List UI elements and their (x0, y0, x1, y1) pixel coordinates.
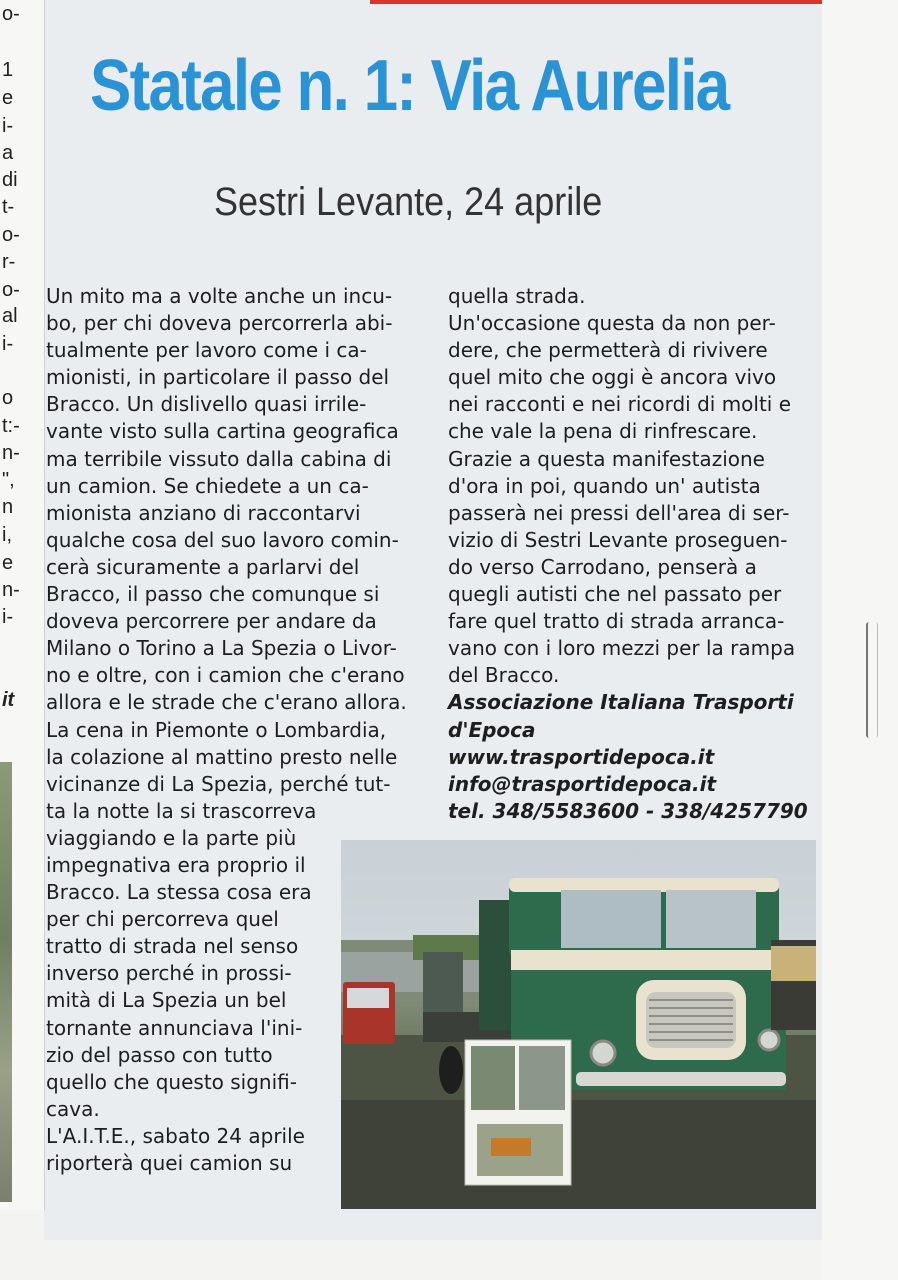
article-line: no e oltre, con i camion che c'erano (46, 663, 405, 688)
article-line: doveva percorrere per andare da (46, 609, 377, 634)
article-line: per chi percorreva quel (46, 907, 279, 932)
margin-text-fragment: it (2, 689, 15, 711)
article-line: quel mito che oggi è ancora vivo (448, 365, 777, 390)
accent-bar (370, 0, 822, 4)
article-line: Bracco. La stessa cosa era (46, 880, 312, 905)
article-line: un camion. Se chiedete a un ca- (46, 473, 369, 498)
article-line: tornante annunciava l'ini- (46, 1015, 303, 1040)
article-line: impegnativa era proprio il (46, 852, 306, 877)
margin-text-fragment: i, (2, 524, 12, 546)
signature-phone: tel. 348/5583600 - 338/4257790 (448, 798, 808, 823)
article-line: mionista anziano di raccontarvi (46, 500, 361, 525)
article-line: cava. (46, 1096, 100, 1121)
article-line: Bracco, il passo che comunque si (46, 582, 380, 607)
article-line: passerà nei pressi dell'area di ser- (448, 500, 790, 525)
right-margin (822, 0, 898, 1280)
article-line: inverso perché in prossi- (46, 961, 292, 986)
article-line: zio del passo con tutto (46, 1042, 273, 1067)
article-column-left (46, 283, 407, 1177)
article-line: L'A.I.T.E., sabato 24 aprile (46, 1123, 305, 1148)
article-subtitle: Sestri Levante, 24 aprile (214, 180, 603, 224)
article-line: vicinanze di La Spezia, perché tut- (46, 771, 391, 796)
article-line: d'ora in poi, quando un' autista (448, 473, 761, 498)
signature-org-line1: Associazione Italiana Trasporti (448, 690, 794, 715)
margin-text-fragment: o (2, 387, 14, 409)
article-line: vano con i loro mezzi per la rampa (448, 636, 796, 661)
article-line: quella strada. (448, 284, 586, 308)
margin-text-fragment: r- (2, 251, 16, 273)
margin-text-fragment: n- (2, 442, 20, 464)
margin-text-fragment: i- (2, 606, 14, 628)
margin-text-fragment: i- (2, 333, 14, 355)
article-line: Bracco. Un dislivello quasi irrile- (46, 392, 367, 417)
margin-text-fragment: t:- (2, 415, 20, 437)
margin-text-fragment: a (2, 142, 14, 164)
article-line: vizio di Sestri Levante proseguen- (448, 527, 788, 552)
article-line: tualmente per lavoro come i ca- (46, 338, 367, 363)
article-line: fare quel tratto di strada arranca- (448, 609, 785, 634)
article-line: la colazione al mattino presto nelle (46, 744, 398, 769)
article-line: cerà sicuramente a parlarvi del (46, 554, 360, 579)
margin-text-fragment: t- (2, 196, 15, 218)
article-line: tratto di strada nel senso (46, 934, 299, 959)
article-line: Grazie a questa manifestazione (448, 446, 765, 471)
article-line: mionisti, in particolare il passo del (46, 365, 390, 390)
margin-text-fragment: i- (2, 115, 14, 137)
article-line: ma terribile vissuto dalla cabina di (46, 446, 392, 471)
signature-website: www.trasportidepoca.it (448, 744, 715, 769)
article-line: riporterà quei camion su (46, 1151, 293, 1175)
article-column-right (448, 283, 820, 825)
article-line: mità di La Spezia un bel (46, 988, 287, 1013)
article-line: qualche cosa del suo lavoro comin- (46, 527, 399, 552)
margin-text-fragment: al (2, 305, 18, 327)
article-line: nei racconti e nei ricordi di molti e (448, 392, 792, 417)
margin-text-fragment: di (2, 169, 18, 191)
article-title: Statale n. 1: Via Aurelia (90, 46, 729, 126)
margin-text-fragment: n (2, 496, 14, 518)
margin-text-fragment: o- (2, 279, 20, 301)
article-line: ta la notte la si trascorreva (46, 798, 317, 823)
margin-text-fragment: ", (2, 469, 15, 491)
article-line: del Bracco. (448, 663, 560, 688)
article-line: quegli autisti che nel passato per (448, 582, 782, 607)
signature-org-line2: d'Epoca (448, 717, 536, 742)
article-line: quello che questo signifi- (46, 1069, 297, 1094)
margin-text-fragment: o- (2, 3, 20, 25)
article-line: bo, per chi doveva percorrerla abi- (46, 311, 393, 336)
article-line: allora e le strade che c'erano allora. (46, 690, 407, 715)
staple-mark (866, 622, 878, 738)
truck-photo-illustration (341, 840, 816, 1209)
article-line: Un'occasione questa da non per- (448, 311, 776, 336)
vintage-truck-photo (341, 840, 816, 1209)
adjacent-page-photo-edge (0, 762, 12, 1202)
article-line: vante visto sulla cartina geografica (46, 419, 399, 444)
article-line: viaggiando e la parte più (46, 825, 297, 850)
article-line: che vale la pena di rinfrescare. (448, 419, 758, 444)
article-line: Milano o Torino a La Spezia o Livor- (46, 636, 397, 661)
margin-text-fragment: o- (2, 224, 20, 246)
article-line: dere, che permetterà di rivivere (448, 338, 768, 363)
margin-text-fragment: n- (2, 579, 20, 601)
article-line: Un mito ma a volte anche un incu- (46, 284, 393, 308)
margin-text-fragment: e (2, 87, 14, 109)
article-line: La cena in Piemonte o Lombardia, (46, 717, 387, 742)
signature-email: info@trasportidepoca.it (448, 771, 716, 796)
article-line: do verso Carrodano, penserà a (448, 554, 757, 579)
margin-text-fragment: e (2, 552, 14, 574)
margin-text-fragment: 1 (2, 59, 14, 81)
